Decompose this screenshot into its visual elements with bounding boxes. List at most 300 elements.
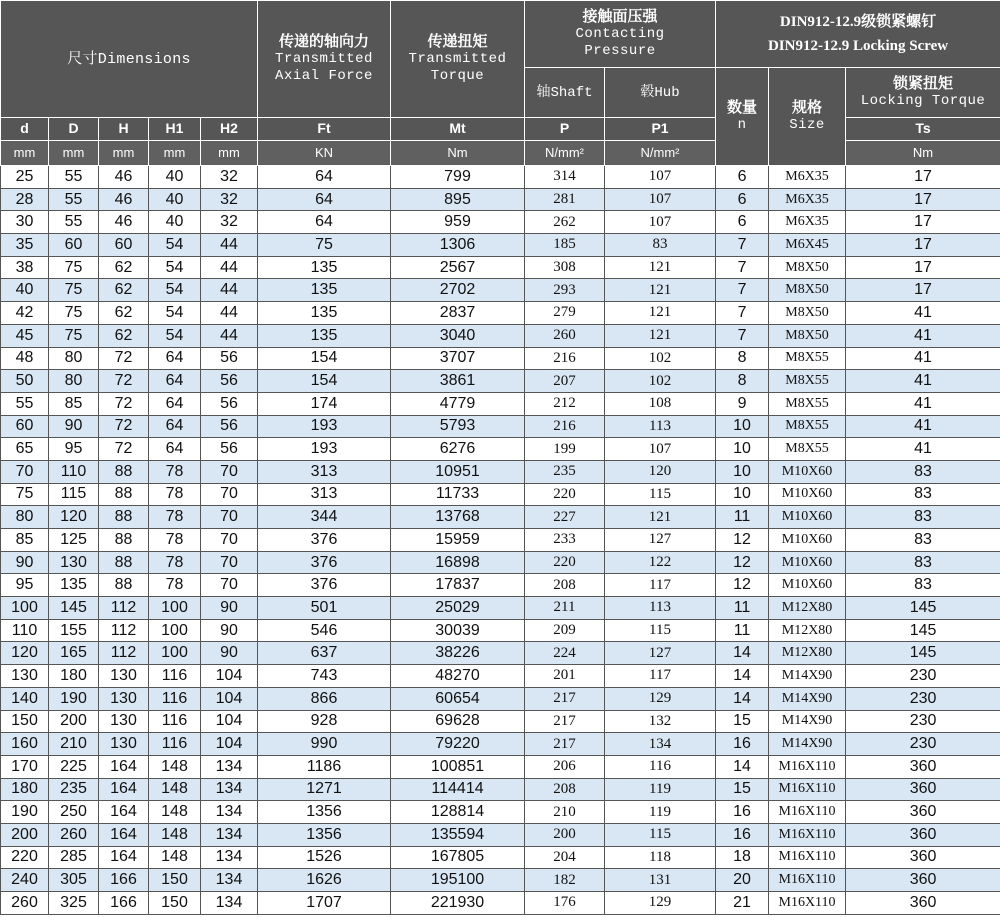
- cell-torque: 38226: [391, 642, 525, 665]
- cell-bore-d: 38: [1, 256, 49, 279]
- cell-screw-quantity: 6: [716, 211, 769, 234]
- table-row: [1, 370, 1000, 393]
- cell-screw-quantity: 10: [716, 415, 769, 438]
- cell-shaft-pressure: 279: [525, 302, 605, 325]
- cell-locking-torque: 360: [846, 801, 1000, 824]
- cell-screw-size: M6X45: [769, 234, 846, 257]
- cell-locking-torque: 230: [846, 733, 1000, 756]
- cell-hub-pressure: 131: [605, 869, 716, 892]
- cell-locking-torque: 230: [846, 687, 1000, 710]
- cell-screw-size: M14X90: [769, 733, 846, 756]
- cell-outer-diameter: 190: [49, 687, 99, 710]
- cell-h: 164: [99, 823, 149, 846]
- cell-h2: 90: [201, 619, 258, 642]
- cell-locking-torque: 360: [846, 755, 1000, 778]
- cell-screw-quantity: 21: [716, 892, 769, 915]
- cell-h1: 116: [149, 665, 201, 688]
- cell-screw-size: M16X110: [769, 755, 846, 778]
- header-quantity: [716, 68, 769, 166]
- cell-bore-d: 180: [1, 778, 49, 801]
- symbol-torque: Mt: [391, 118, 525, 141]
- cell-bore-d: 120: [1, 642, 49, 665]
- cell-bore-d: 240: [1, 869, 49, 892]
- cell-h: 166: [99, 892, 149, 915]
- cell-h1: 78: [149, 460, 201, 483]
- table-row: [1, 778, 1000, 801]
- cell-screw-quantity: 12: [716, 574, 769, 597]
- cell-h1: 78: [149, 506, 201, 529]
- cell-shaft-pressure: 216: [525, 415, 605, 438]
- cell-bore-d: 50: [1, 370, 49, 393]
- header-shaft-label: 轴Shaft: [536, 85, 593, 102]
- cell-screw-size: M14X90: [769, 665, 846, 688]
- cell-hub-pressure: 121: [605, 324, 716, 347]
- cell-h2: 104: [201, 710, 258, 733]
- cell-screw-quantity: 18: [716, 846, 769, 869]
- header-contact-pressure: [525, 1, 716, 68]
- cell-axial-force: 1356: [258, 823, 391, 846]
- cell-h: 72: [99, 392, 149, 415]
- cell-h: 130: [99, 665, 149, 688]
- cell-hub-pressure: 129: [605, 687, 716, 710]
- cell-h2: 90: [201, 597, 258, 620]
- cell-shaft-pressure: 208: [525, 778, 605, 801]
- header-torque-zh: 传递扭矩: [427, 32, 488, 51]
- cell-screw-size: M10X60: [769, 551, 846, 574]
- cell-h2: 134: [201, 892, 258, 915]
- header-size: [769, 68, 846, 166]
- cell-screw-quantity: 16: [716, 733, 769, 756]
- cell-torque: 11733: [391, 483, 525, 506]
- cell-axial-force: 135: [258, 302, 391, 325]
- cell-bore-d: 28: [1, 188, 49, 211]
- header-hub-label: 毂Hub: [640, 85, 680, 102]
- cell-hub-pressure: 116: [605, 755, 716, 778]
- cell-torque: 221930: [391, 892, 525, 915]
- table-row: [1, 846, 1000, 869]
- header-row-titles: [1, 1, 1000, 68]
- cell-torque: 2567: [391, 256, 525, 279]
- cell-screw-size: M10X60: [769, 529, 846, 552]
- cell-h2: 56: [201, 392, 258, 415]
- table-row: [1, 483, 1000, 506]
- header-quantity-en: n: [737, 117, 747, 134]
- cell-axial-force: 313: [258, 483, 391, 506]
- unit-bore-d: mm: [1, 141, 49, 166]
- header-locking-torque: [846, 68, 1000, 118]
- cell-h2: 56: [201, 370, 258, 393]
- header-locking-screw-en: DIN912-12.9 Locking Screw: [767, 38, 949, 54]
- cell-screw-quantity: 11: [716, 597, 769, 620]
- cell-locking-torque: 145: [846, 642, 1000, 665]
- table-row: [1, 619, 1000, 642]
- cell-hub-pressure: 117: [605, 665, 716, 688]
- cell-bore-d: 65: [1, 438, 49, 461]
- cell-torque: 6276: [391, 438, 525, 461]
- cell-hub-pressure: 121: [605, 256, 716, 279]
- cell-hub-pressure: 121: [605, 506, 716, 529]
- cell-axial-force: 743: [258, 665, 391, 688]
- cell-locking-torque: 230: [846, 665, 1000, 688]
- cell-outer-diameter: 90: [49, 415, 99, 438]
- cell-h1: 100: [149, 619, 201, 642]
- cell-h1: 116: [149, 687, 201, 710]
- cell-screw-size: M8X50: [769, 302, 846, 325]
- cell-torque: 959: [391, 211, 525, 234]
- cell-h2: 134: [201, 778, 258, 801]
- cell-bore-d: 42: [1, 302, 49, 325]
- cell-h1: 150: [149, 869, 201, 892]
- symbol-shaft-pressure: P: [525, 118, 605, 141]
- cell-torque: 799: [391, 166, 525, 189]
- cell-locking-torque: 41: [846, 438, 1000, 461]
- unit-h2: mm: [201, 141, 258, 166]
- cell-screw-size: M16X110: [769, 869, 846, 892]
- cell-outer-diameter: 180: [49, 665, 99, 688]
- cell-outer-diameter: 75: [49, 256, 99, 279]
- symbol-hub-pressure: P1: [605, 118, 716, 141]
- cell-hub-pressure: 115: [605, 823, 716, 846]
- cell-h2: 32: [201, 188, 258, 211]
- cell-h: 112: [99, 619, 149, 642]
- header-axial-force-en2: Axial Force: [275, 68, 373, 85]
- cell-locking-torque: 41: [846, 324, 1000, 347]
- cell-h2: 32: [201, 166, 258, 189]
- cell-outer-diameter: 80: [49, 347, 99, 370]
- cell-screw-quantity: 7: [716, 302, 769, 325]
- cell-bore-d: 80: [1, 506, 49, 529]
- cell-h1: 78: [149, 574, 201, 597]
- cell-outer-diameter: 55: [49, 211, 99, 234]
- cell-outer-diameter: 325: [49, 892, 99, 915]
- cell-locking-torque: 83: [846, 551, 1000, 574]
- cell-shaft-pressure: 182: [525, 869, 605, 892]
- header-contact-pressure-zh: 接触面压强: [582, 7, 658, 26]
- cell-shaft-pressure: 211: [525, 597, 605, 620]
- symbol-outer-diameter: D: [49, 118, 99, 141]
- cell-locking-torque: 41: [846, 392, 1000, 415]
- cell-h2: 70: [201, 529, 258, 552]
- cell-hub-pressure: 102: [605, 347, 716, 370]
- cell-screw-quantity: 10: [716, 460, 769, 483]
- cell-screw-size: M8X50: [769, 324, 846, 347]
- cell-torque: 16898: [391, 551, 525, 574]
- cell-h1: 40: [149, 211, 201, 234]
- cell-outer-diameter: 60: [49, 234, 99, 257]
- cell-outer-diameter: 145: [49, 597, 99, 620]
- cell-outer-diameter: 125: [49, 529, 99, 552]
- cell-hub-pressure: 107: [605, 166, 716, 189]
- cell-torque: 48270: [391, 665, 525, 688]
- cell-locking-torque: 360: [846, 892, 1000, 915]
- cell-screw-quantity: 10: [716, 483, 769, 506]
- table-row: [1, 869, 1000, 892]
- cell-screw-size: M14X90: [769, 710, 846, 733]
- cell-shaft-pressure: 220: [525, 551, 605, 574]
- cell-screw-quantity: 11: [716, 619, 769, 642]
- cell-h1: 78: [149, 483, 201, 506]
- cell-shaft-pressure: 314: [525, 166, 605, 189]
- cell-hub-pressure: 102: [605, 370, 716, 393]
- cell-outer-diameter: 55: [49, 188, 99, 211]
- cell-h1: 148: [149, 823, 201, 846]
- table-row: [1, 415, 1000, 438]
- cell-screw-quantity: 15: [716, 710, 769, 733]
- cell-bore-d: 75: [1, 483, 49, 506]
- cell-h2: 44: [201, 302, 258, 325]
- header-size-zh: 规格: [792, 98, 823, 117]
- cell-torque: 128814: [391, 801, 525, 824]
- table-row: [1, 279, 1000, 302]
- cell-axial-force: 64: [258, 211, 391, 234]
- unit-h1: mm: [149, 141, 201, 166]
- cell-shaft-pressure: 209: [525, 619, 605, 642]
- cell-bore-d: 150: [1, 710, 49, 733]
- cell-h2: 44: [201, 256, 258, 279]
- cell-screw-quantity: 8: [716, 347, 769, 370]
- cell-screw-quantity: 7: [716, 279, 769, 302]
- cell-bore-d: 30: [1, 211, 49, 234]
- table-row: [1, 551, 1000, 574]
- cell-screw-size: M10X60: [769, 574, 846, 597]
- cell-axial-force: 1707: [258, 892, 391, 915]
- header-locking-screw-zh: DIN912-12.9级锁紧螺钉: [779, 14, 937, 30]
- cell-shaft-pressure: 199: [525, 438, 605, 461]
- cell-axial-force: 313: [258, 460, 391, 483]
- cell-screw-size: M8X55: [769, 415, 846, 438]
- cell-hub-pressure: 134: [605, 733, 716, 756]
- cell-axial-force: 376: [258, 574, 391, 597]
- cell-h2: 70: [201, 551, 258, 574]
- cell-h: 164: [99, 778, 149, 801]
- cell-shaft-pressure: 201: [525, 665, 605, 688]
- cell-screw-size: M8X55: [769, 392, 846, 415]
- cell-shaft-pressure: 293: [525, 279, 605, 302]
- cell-outer-diameter: 135: [49, 574, 99, 597]
- cell-h: 130: [99, 687, 149, 710]
- cell-locking-torque: 360: [846, 846, 1000, 869]
- table-row: [1, 801, 1000, 824]
- cell-axial-force: 135: [258, 324, 391, 347]
- cell-outer-diameter: 155: [49, 619, 99, 642]
- cell-h: 88: [99, 506, 149, 529]
- cell-shaft-pressure: 206: [525, 755, 605, 778]
- cell-hub-pressure: 120: [605, 460, 716, 483]
- cell-screw-size: M14X90: [769, 687, 846, 710]
- cell-shaft-pressure: 227: [525, 506, 605, 529]
- cell-outer-diameter: 115: [49, 483, 99, 506]
- cell-shaft-pressure: 216: [525, 347, 605, 370]
- cell-hub-pressure: 122: [605, 551, 716, 574]
- cell-screw-quantity: 20: [716, 869, 769, 892]
- cell-axial-force: 637: [258, 642, 391, 665]
- cell-axial-force: 75: [258, 234, 391, 257]
- cell-screw-quantity: 16: [716, 823, 769, 846]
- cell-axial-force: 64: [258, 188, 391, 211]
- cell-h1: 64: [149, 347, 201, 370]
- header-dimensions-label: 尺寸Dimensions: [67, 50, 191, 68]
- cell-torque: 69628: [391, 710, 525, 733]
- cell-h1: 148: [149, 801, 201, 824]
- cell-locking-torque: 17: [846, 256, 1000, 279]
- header-locking-torque-zh: 锁紧扭矩: [893, 74, 954, 93]
- cell-outer-diameter: 250: [49, 801, 99, 824]
- cell-hub-pressure: 118: [605, 846, 716, 869]
- cell-h2: 44: [201, 324, 258, 347]
- table-row: [1, 506, 1000, 529]
- cell-bore-d: 110: [1, 619, 49, 642]
- cell-screw-quantity: 14: [716, 642, 769, 665]
- table-row: [1, 460, 1000, 483]
- cell-screw-quantity: 12: [716, 551, 769, 574]
- cell-axial-force: 1186: [258, 755, 391, 778]
- cell-h2: 70: [201, 506, 258, 529]
- header-axial-force-en1: Transmitted: [275, 50, 373, 67]
- cell-screw-size: M16X110: [769, 823, 846, 846]
- cell-shaft-pressure: 308: [525, 256, 605, 279]
- table-row: [1, 234, 1000, 257]
- cell-torque: 4779: [391, 392, 525, 415]
- cell-torque: 17837: [391, 574, 525, 597]
- header-size-en: Size: [789, 117, 825, 134]
- cell-hub-pressure: 132: [605, 710, 716, 733]
- cell-locking-torque: 83: [846, 574, 1000, 597]
- cell-h1: 54: [149, 256, 201, 279]
- cell-h2: 32: [201, 211, 258, 234]
- cell-screw-quantity: 16: [716, 801, 769, 824]
- cell-shaft-pressure: 224: [525, 642, 605, 665]
- cell-h: 88: [99, 483, 149, 506]
- cell-axial-force: 154: [258, 347, 391, 370]
- cell-axial-force: 866: [258, 687, 391, 710]
- cell-shaft-pressure: 210: [525, 801, 605, 824]
- cell-axial-force: 1526: [258, 846, 391, 869]
- symbol-bore-d: d: [1, 118, 49, 141]
- cell-hub-pressure: 107: [605, 438, 716, 461]
- table-row: [1, 710, 1000, 733]
- cell-h: 72: [99, 438, 149, 461]
- header-torque: [391, 1, 525, 118]
- cell-locking-torque: 83: [846, 483, 1000, 506]
- cell-outer-diameter: 225: [49, 755, 99, 778]
- cell-outer-diameter: 75: [49, 279, 99, 302]
- cell-shaft-pressure: 200: [525, 823, 605, 846]
- cell-screw-quantity: 11: [716, 506, 769, 529]
- cell-axial-force: 546: [258, 619, 391, 642]
- cell-locking-torque: 17: [846, 188, 1000, 211]
- cell-screw-size: M12X80: [769, 619, 846, 642]
- cell-screw-size: M10X60: [769, 483, 846, 506]
- cell-h1: 54: [149, 324, 201, 347]
- cell-shaft-pressure: 262: [525, 211, 605, 234]
- cell-outer-diameter: 305: [49, 869, 99, 892]
- cell-bore-d: 100: [1, 597, 49, 620]
- header-row-units: [1, 141, 1000, 166]
- cell-outer-diameter: 235: [49, 778, 99, 801]
- cell-hub-pressure: 108: [605, 392, 716, 415]
- cell-outer-diameter: 75: [49, 324, 99, 347]
- table-row: [1, 438, 1000, 461]
- cell-bore-d: 45: [1, 324, 49, 347]
- cell-hub-pressure: 83: [605, 234, 716, 257]
- cell-bore-d: 140: [1, 687, 49, 710]
- cell-locking-torque: 360: [846, 869, 1000, 892]
- cell-outer-diameter: 130: [49, 551, 99, 574]
- table-row: [1, 347, 1000, 370]
- cell-screw-quantity: 10: [716, 438, 769, 461]
- cell-h: 112: [99, 642, 149, 665]
- cell-screw-quantity: 8: [716, 370, 769, 393]
- cell-hub-pressure: 127: [605, 529, 716, 552]
- cell-h: 72: [99, 415, 149, 438]
- cell-screw-quantity: 7: [716, 234, 769, 257]
- cell-h2: 70: [201, 483, 258, 506]
- cell-screw-size: M8X50: [769, 256, 846, 279]
- cell-locking-torque: 230: [846, 710, 1000, 733]
- cell-shaft-pressure: 217: [525, 710, 605, 733]
- cell-bore-d: 55: [1, 392, 49, 415]
- cell-hub-pressure: 107: [605, 211, 716, 234]
- cell-screw-size: M16X110: [769, 801, 846, 824]
- header-locking-screw: [716, 1, 1000, 68]
- cell-h: 46: [99, 188, 149, 211]
- cell-torque: 79220: [391, 733, 525, 756]
- cell-torque: 2837: [391, 302, 525, 325]
- cell-bore-d: 190: [1, 801, 49, 824]
- table-row: [1, 733, 1000, 756]
- header-torque-en2: Torque: [430, 68, 485, 85]
- table-row: [1, 642, 1000, 665]
- cell-locking-torque: 360: [846, 823, 1000, 846]
- header-torque-en1: Transmitted: [408, 50, 507, 67]
- table-header: [1, 1, 1000, 166]
- cell-h: 88: [99, 460, 149, 483]
- table-row: [1, 892, 1000, 915]
- cell-shaft-pressure: 204: [525, 846, 605, 869]
- cell-torque: 13768: [391, 506, 525, 529]
- cell-outer-diameter: 200: [49, 710, 99, 733]
- table-body: [1, 166, 1000, 915]
- cell-h: 164: [99, 755, 149, 778]
- cell-h: 88: [99, 551, 149, 574]
- cell-axial-force: 1626: [258, 869, 391, 892]
- cell-axial-force: 154: [258, 370, 391, 393]
- header-dimensions: [1, 1, 258, 118]
- cell-locking-torque: 83: [846, 529, 1000, 552]
- cell-torque: 195100: [391, 869, 525, 892]
- cell-bore-d: 48: [1, 347, 49, 370]
- cell-shaft-pressure: 281: [525, 188, 605, 211]
- cell-hub-pressure: 107: [605, 188, 716, 211]
- cell-torque: 114414: [391, 778, 525, 801]
- cell-h1: 64: [149, 370, 201, 393]
- cell-bore-d: 35: [1, 234, 49, 257]
- cell-bore-d: 220: [1, 846, 49, 869]
- cell-h2: 56: [201, 438, 258, 461]
- cell-screw-size: M12X80: [769, 597, 846, 620]
- cell-locking-torque: 145: [846, 619, 1000, 642]
- cell-locking-torque: 145: [846, 597, 1000, 620]
- symbol-h2: H2: [201, 118, 258, 141]
- cell-h1: 148: [149, 755, 201, 778]
- cell-outer-diameter: 85: [49, 392, 99, 415]
- cell-h2: 44: [201, 279, 258, 302]
- cell-h2: 134: [201, 755, 258, 778]
- cell-h1: 40: [149, 166, 201, 189]
- header-hub-pressure: [605, 68, 716, 118]
- unit-torque: Nm: [391, 141, 525, 166]
- cell-axial-force: 501: [258, 597, 391, 620]
